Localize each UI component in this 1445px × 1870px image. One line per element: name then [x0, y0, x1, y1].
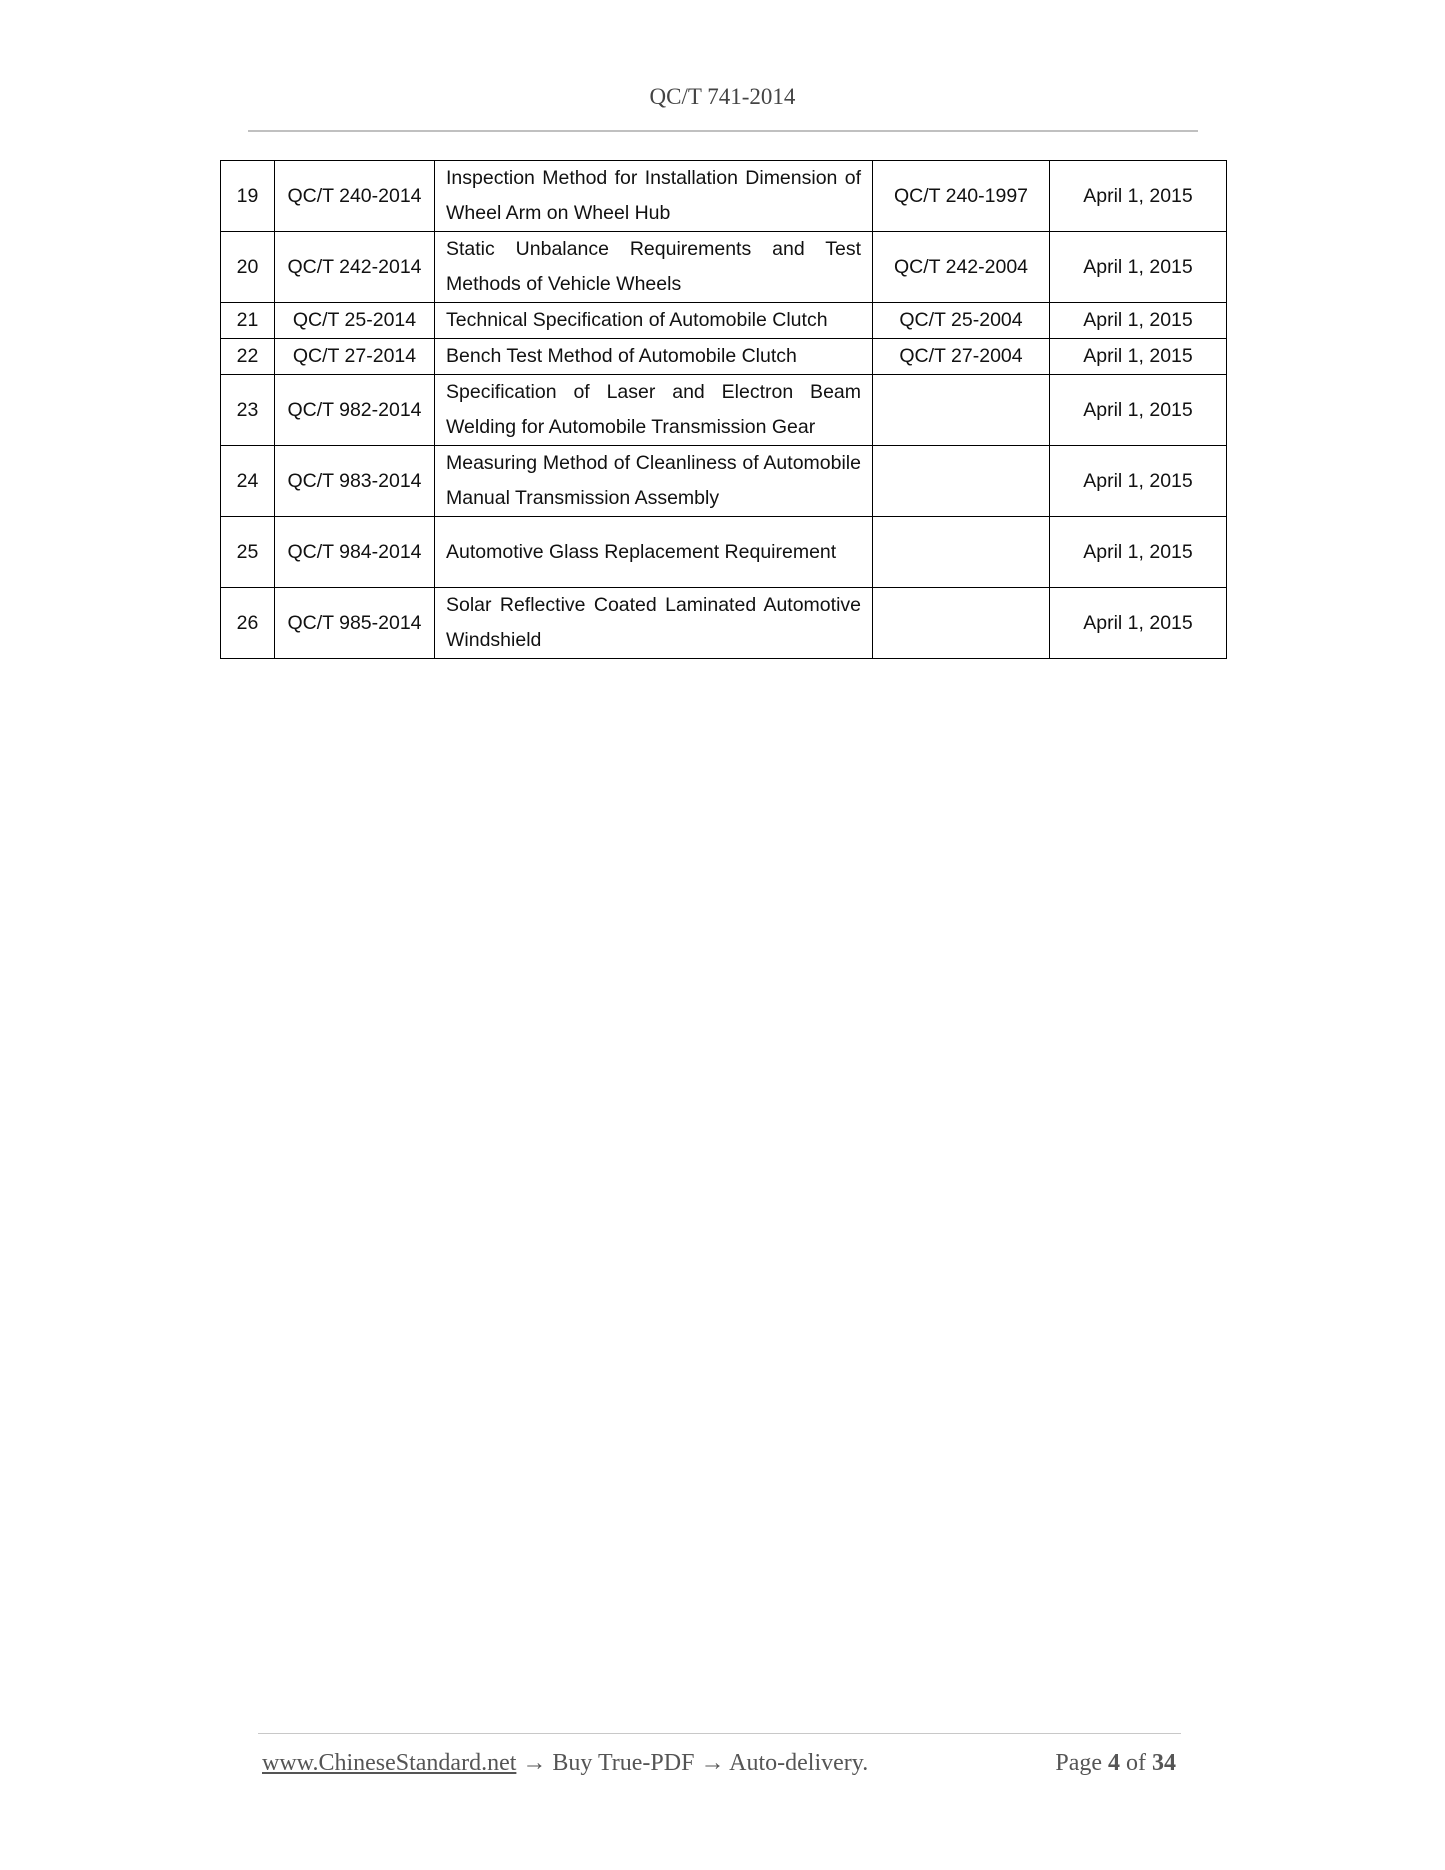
document-code-header: QC/T 741-2014 [649, 84, 796, 109]
page-total: 34 [1152, 1750, 1176, 1776]
standard-title: Automotive Glass Replacement Requirement [435, 517, 873, 588]
row-number: 24 [221, 446, 275, 517]
page-of-label: of [1126, 1750, 1146, 1776]
standards-table [220, 160, 1227, 659]
row-number: 26 [221, 588, 275, 659]
implementation-date: April 1, 2015 [1050, 161, 1227, 232]
implementation-date: April 1, 2015 [1050, 446, 1227, 517]
implementation-date: April 1, 2015 [1050, 303, 1227, 339]
footer-promo [262, 1750, 868, 1780]
standard-title: Bench Test Method of Automobile Clutch [435, 339, 873, 375]
standard-code: QC/T 985-2014 [275, 588, 435, 659]
table-row [221, 588, 1227, 659]
standard-code: QC/T 25-2014 [275, 303, 435, 339]
delivery-text: Auto-delivery. [729, 1750, 869, 1776]
replaced-standard [873, 375, 1050, 446]
row-number: 22 [221, 339, 275, 375]
table-row [221, 232, 1227, 303]
standard-title: Static Unbalance Requirements and Test Methods of Vehicle Wheels [435, 232, 873, 303]
standard-code: QC/T 240-2014 [275, 161, 435, 232]
implementation-date: April 1, 2015 [1050, 339, 1227, 375]
row-number: 19 [221, 161, 275, 232]
page-label: Page [1055, 1750, 1102, 1776]
implementation-date: April 1, 2015 [1050, 517, 1227, 588]
replaced-standard: QC/T 240-1997 [873, 161, 1050, 232]
standard-title: Solar Reflective Coated Laminated Automotive Windshield [435, 588, 873, 659]
implementation-date: April 1, 2015 [1050, 232, 1227, 303]
row-number: 20 [221, 232, 275, 303]
replaced-standard [873, 588, 1050, 659]
standard-title: Measuring Method of Cleanliness of Automobile Manual Transmission Assembly [435, 446, 873, 517]
arrow-right-icon: → [700, 1750, 725, 1776]
replaced-standard [873, 517, 1050, 588]
table-row [221, 303, 1227, 339]
table-row [221, 446, 1227, 517]
footer-divider [258, 1733, 1181, 1734]
table-row [221, 375, 1227, 446]
replaced-standard [873, 446, 1050, 517]
standard-title: Specification of Laser and Electron Beam Welding for Automobile Transmission Gear [435, 375, 873, 446]
row-number: 23 [221, 375, 275, 446]
standard-code: QC/T 982-2014 [275, 375, 435, 446]
row-number: 21 [221, 303, 275, 339]
page-indicator [1055, 1750, 1176, 1780]
buy-text: Buy True-PDF [552, 1750, 695, 1776]
standard-title: Technical Specification of Automobile Clutch [435, 303, 873, 339]
standard-code: QC/T 984-2014 [275, 517, 435, 588]
standard-code: QC/T 983-2014 [275, 446, 435, 517]
standard-title: Inspection Method for Installation Dimension of Wheel Arm on Wheel Hub [435, 161, 873, 232]
site-link[interactable]: www.ChineseStandard.net [262, 1750, 517, 1776]
replaced-standard: QC/T 27-2004 [873, 339, 1050, 375]
table-row [221, 517, 1227, 588]
implementation-date: April 1, 2015 [1050, 588, 1227, 659]
replaced-standard: QC/T 25-2004 [873, 303, 1050, 339]
table-row [221, 339, 1227, 375]
replaced-standard: QC/T 242-2004 [873, 232, 1050, 303]
standard-code: QC/T 242-2014 [275, 232, 435, 303]
standard-code: QC/T 27-2014 [275, 339, 435, 375]
header-divider [248, 130, 1198, 132]
row-number: 25 [221, 517, 275, 588]
implementation-date: April 1, 2015 [1050, 375, 1227, 446]
table-row [221, 161, 1227, 232]
arrow-right-icon: → [522, 1750, 547, 1776]
page-current: 4 [1108, 1750, 1120, 1776]
